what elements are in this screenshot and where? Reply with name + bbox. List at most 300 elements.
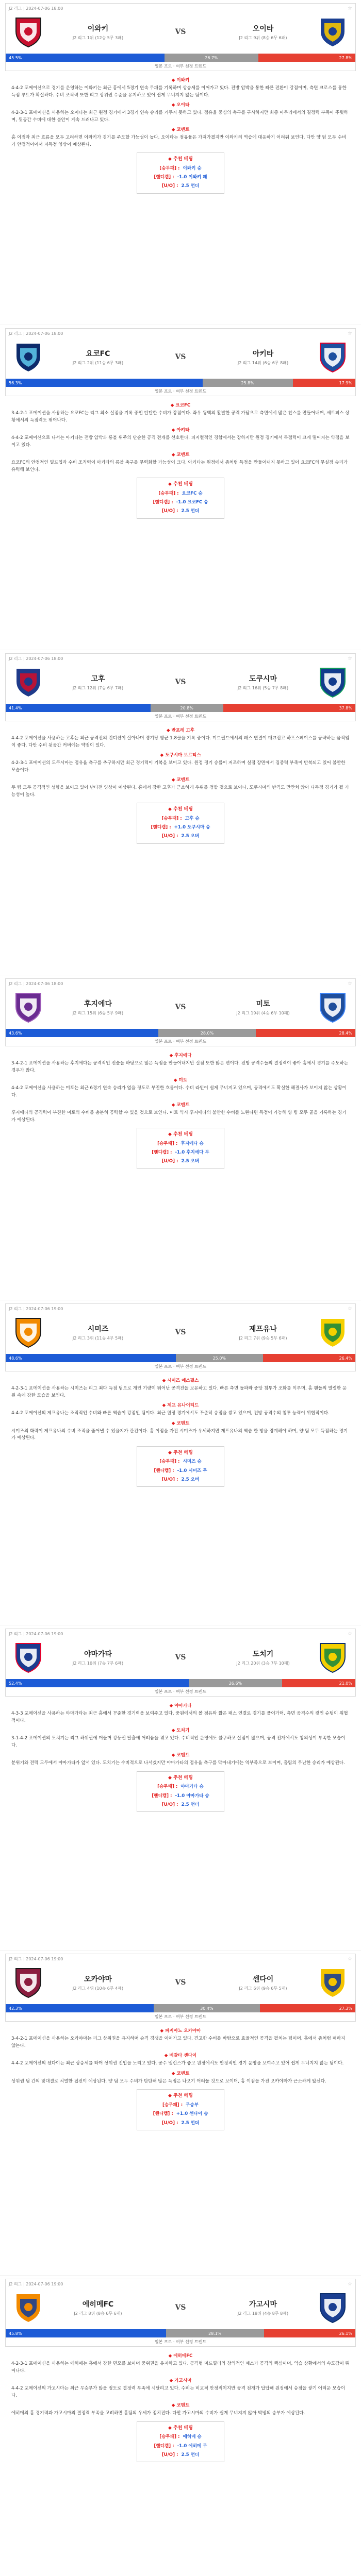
away-analysis-heading: ◆ 아키타 bbox=[171, 427, 190, 433]
teams-row bbox=[6, 2287, 355, 2329]
pick-wdl-label: [승무패] : bbox=[159, 1459, 180, 1465]
favorite-star-icon[interactable]: ☆ bbox=[348, 331, 352, 336]
home-analysis-text: 4-3-3 포메이션을 사용하는 야마가타는 최근 홈에서 꾸준한 경기력을 보여주고 있다. 중원에서의 볼 점유와 짧은 패스 연결로 경기를 풀어가며, 측면 공격수의 컷인 슈팅이 위협적이다. bbox=[11, 1711, 348, 1723]
comment-text: 후지에다의 공격력이 부진한 미토의 수비를 충분히 공략할 수 있을 것으로 보인다. 미토 역시 후지에다의 불안한 수비를 노린다면 득점이 가능해 양 팀 모두 골을 기록하는 경기가 예상된다. bbox=[11, 1110, 347, 1123]
comment-heading: ◆ 코멘트 bbox=[171, 2071, 190, 2076]
comment-heading: ◆ 코멘트 bbox=[171, 1102, 190, 1108]
away-team-text bbox=[214, 1974, 312, 1991]
match-card bbox=[0, 325, 361, 650]
pick-wdl-label: [승무패] : bbox=[157, 1141, 178, 1146]
away-analysis-text: 3-1-4-2 포메이션의 도치기는 리그 하위권에 머물며 강등권 탈출에 어려움을 겪고 있다. 수비적인 운영에도 불구하고 실점이 많으며, 공격 전개에서도 창의성이 부족한 모습이다. bbox=[11, 1736, 346, 1748]
away-team-name: 도치기 bbox=[252, 1650, 274, 1658]
pick-wdl bbox=[141, 1784, 220, 1790]
home-team-record: J2 리그 15위 (6승 5무 9패) bbox=[72, 1011, 124, 1015]
match-league-time: J2 리그 | 2024-07-06 18:00 bbox=[9, 656, 63, 661]
match-meta bbox=[6, 1304, 355, 1312]
home-analysis-heading: ◆ 에히메FC bbox=[168, 2353, 193, 2359]
draw-segment bbox=[151, 704, 223, 712]
home-team-name: 야마가타 bbox=[84, 1650, 112, 1658]
pick-wdl bbox=[141, 1459, 220, 1465]
home-win-segment bbox=[6, 379, 203, 387]
recommended-pick-box bbox=[137, 1771, 224, 1812]
home-team[interactable] bbox=[13, 1965, 152, 1999]
match-card bbox=[0, 650, 361, 975]
pick-heading: ◆ 추천 베팅 bbox=[168, 2093, 193, 2099]
home-win-segment-label: 42.3% bbox=[9, 2006, 22, 2011]
recommended-pick-box bbox=[137, 1446, 224, 1487]
away-analysis-text: 4-4-2 포메이션의 제프유나는 조직적인 수비와 빠른 역습이 강점인 팀이다. 최근 원정 경기에서도 꾸준히 승점을 쌓고 있으며, 전방 공격수의 침투 능력이 위협적이다. bbox=[11, 1411, 330, 1416]
teams-row bbox=[6, 1637, 355, 1679]
home-analysis-text: 4-2-3-1 포메이션을 사용하는 시미즈는 리그 최다 득점 팀으로 개인 기량이 뛰어난 공격진을 보유하고 있다. 빠른 측면 돌파와 중앙 침투가 조화를 이루며, 홈 팬들의 열렬한 응원 속에 강한 모습을 보인다. bbox=[11, 1386, 347, 1398]
away-team-record: J2 리그 7위 (9승 5무 6패) bbox=[239, 1336, 287, 1341]
pick-handicap bbox=[141, 1468, 220, 1475]
teams-row bbox=[6, 1312, 355, 1354]
home-analysis-heading: ◆ 반포레 고후 bbox=[166, 728, 195, 733]
pick-handicap bbox=[141, 1793, 220, 1800]
home-win-segment-label: 56.3% bbox=[9, 380, 22, 385]
prediction-bar bbox=[6, 704, 355, 712]
home-win-segment-label: 45.5% bbox=[9, 55, 22, 60]
pick-handicap-value: -1.0 이와키 패 bbox=[177, 175, 207, 180]
jef-united-crest-icon bbox=[317, 1315, 348, 1349]
akita-crest-icon bbox=[317, 340, 348, 374]
home-win-segment-label: 41.4% bbox=[9, 705, 22, 710]
away-team-name: 오이타 bbox=[252, 25, 274, 33]
vs-label: VS bbox=[175, 353, 186, 361]
home-team-text bbox=[49, 2299, 147, 2316]
pick-wdl-value: 야마가타 승 bbox=[180, 1784, 204, 1790]
match-meta bbox=[6, 979, 355, 987]
pick-heading: ◆ 추천 베팅 bbox=[168, 481, 193, 487]
favorite-star-icon[interactable]: ☆ bbox=[348, 6, 352, 11]
comment-heading: ◆ 코멘트 bbox=[171, 2402, 190, 2408]
away-analysis-heading: ◆ 베갈타 센다이 bbox=[164, 2053, 197, 2058]
match-header-card bbox=[5, 3, 356, 71]
home-team-record: J2 리그 12위 (7승 6무 7패) bbox=[72, 686, 124, 690]
pick-wdl-value: 에히메 승 bbox=[183, 2434, 202, 2440]
away-win-segment bbox=[293, 379, 355, 387]
match-card bbox=[0, 975, 361, 1300]
prediction-caption bbox=[6, 1037, 355, 1046]
pick-over-under-label: [U/O] : bbox=[161, 1802, 178, 1808]
home-analysis-heading: ◆ 이와키 bbox=[171, 78, 190, 83]
away-win-segment-label: 28.4% bbox=[339, 1030, 352, 1036]
home-win-segment-label: 52.4% bbox=[9, 1681, 22, 1686]
pick-handicap bbox=[141, 2443, 220, 2450]
pick-heading: ◆ 추천 베팅 bbox=[168, 1775, 193, 1781]
pick-handicap-label: [핸디캡] : bbox=[152, 1793, 172, 1799]
away-analysis-heading: ◆ 가고시마 bbox=[169, 2378, 192, 2383]
home-team-name: 후지에다 bbox=[84, 1000, 112, 1008]
home-team-record: J2 리그 1위 (12승 5무 3패) bbox=[72, 36, 124, 40]
shimizu-crest-icon bbox=[13, 1315, 44, 1349]
pick-wdl bbox=[141, 2434, 220, 2441]
recommended-pick-box bbox=[137, 2421, 224, 2463]
favorite-star-icon[interactable]: ☆ bbox=[348, 1956, 352, 1962]
prediction-caption bbox=[6, 387, 355, 396]
teams-row bbox=[6, 336, 355, 379]
draw-segment-label: 26.7% bbox=[205, 55, 218, 60]
home-win-segment bbox=[6, 2004, 154, 2012]
home-team-record: J2 리그 3위 (11승 4무 5패) bbox=[72, 1336, 124, 1341]
prediction-caption-text: 일본 프로 · 여부 선정 트렌드 bbox=[154, 2340, 207, 2344]
pick-over-under bbox=[141, 1477, 220, 1483]
tochigi-crest-icon bbox=[317, 1640, 348, 1674]
pick-over-under-label: [U/O] : bbox=[161, 834, 178, 839]
recommended-pick-box bbox=[137, 803, 224, 844]
pick-wdl bbox=[141, 490, 220, 497]
sendai-crest-icon bbox=[317, 1965, 348, 1999]
comment-text: 시미즈의 화력이 제프유나의 수비 조직을 뚫어낼 수 있을지가 관건이다. 홈 이점을 가진 시미즈가 우세하지만 제프유나의 역습 한 방을 경계해야 하며, 양 팀 모두 득점하는 경기가 예상된다. bbox=[11, 1428, 348, 1441]
match-card bbox=[0, 1951, 361, 2276]
match-header-card bbox=[5, 1303, 356, 1371]
comment-text: 상위권 팀 간의 맞대결로 치열한 접전이 예상된다. 양 팀 모두 수비가 탄탄해 많은 득점은 나오기 어려울 것으로 보이며, 홈 이점을 가진 오카야마가 근소하게 앞선다. bbox=[11, 2078, 326, 2084]
away-team-name: 도쿠시마 bbox=[249, 675, 277, 683]
pick-wdl-value: 시미즈 승 bbox=[183, 1459, 202, 1465]
match-analysis bbox=[5, 721, 356, 844]
pick-wdl-label: [승무패] : bbox=[157, 1784, 178, 1790]
pick-over-under-value: 2.5 언더 bbox=[181, 2452, 200, 2458]
home-team[interactable] bbox=[13, 1315, 152, 1349]
away-analysis-heading: ◆ 미토 bbox=[173, 1077, 188, 1083]
away-team-text bbox=[214, 348, 312, 366]
pick-wdl bbox=[141, 1141, 220, 1147]
match-league-time: J2 리그 | 2024-07-06 18:00 bbox=[9, 6, 63, 11]
pick-handicap-value: -1.0 야마가타 승 bbox=[175, 1793, 209, 1799]
away-team[interactable] bbox=[209, 2291, 348, 2325]
away-team-name: 아키타 bbox=[252, 350, 274, 358]
match-analysis bbox=[5, 2347, 356, 2462]
away-team[interactable] bbox=[209, 665, 348, 699]
pick-over-under bbox=[141, 2120, 220, 2127]
pick-over-under bbox=[141, 1158, 220, 1165]
away-analysis-text: 4-4-2 포메이션의 센다이는 최근 상승세를 타며 상위권 진입을 노리고 있다. 공수 밸런스가 좋고 원정에서도 안정적인 경기 운영을 보여주고 있어 쉽게 무너지지 않는 팀이다. bbox=[11, 2061, 344, 2066]
home-team[interactable] bbox=[13, 990, 152, 1024]
prediction-caption-text: 일본 프로 · 여부 선정 트렌드 bbox=[154, 1364, 207, 1369]
pick-over-under-value: 2.5 언더 bbox=[181, 2120, 200, 2126]
away-team[interactable] bbox=[209, 340, 348, 374]
away-analysis-heading: ◆ 오이타 bbox=[171, 102, 190, 108]
pick-handicap-value: -1.0 시미즈 무 bbox=[177, 1468, 207, 1473]
away-analysis-heading: ◆ 도쿠시마 보르티스 bbox=[160, 752, 201, 758]
pick-over-under-label: [U/O] : bbox=[161, 183, 178, 189]
prediction-caption-text: 일본 프로 · 여부 선정 트렌드 bbox=[154, 714, 207, 719]
pick-wdl-label: [승무패] : bbox=[161, 816, 182, 821]
home-win-segment bbox=[6, 1354, 176, 1362]
away-win-segment-label: 27.8% bbox=[339, 55, 352, 60]
match-header-card bbox=[5, 1629, 356, 1697]
pick-wdl-value: 후지에다 승 bbox=[180, 1141, 204, 1146]
away-team-name: 센다이 bbox=[252, 1975, 274, 1984]
prediction-caption bbox=[6, 1362, 355, 1371]
match-analysis bbox=[5, 71, 356, 194]
pick-over-under-label: [U/O] : bbox=[161, 2120, 178, 2126]
teams-row bbox=[6, 662, 355, 704]
away-team-record: J2 리그 9위 (8승 6무 6패) bbox=[239, 36, 287, 40]
away-win-segment-label: 27.3% bbox=[339, 2006, 352, 2011]
home-win-segment-label: 48.6% bbox=[9, 1355, 22, 1361]
prediction-caption bbox=[6, 62, 355, 71]
home-team[interactable] bbox=[13, 340, 152, 374]
pick-heading: ◆ 추천 베팅 bbox=[168, 2425, 193, 2431]
vs-label: VS bbox=[175, 1328, 186, 1336]
home-team[interactable] bbox=[13, 665, 152, 699]
match-league-time: J2 리그 | 2024-07-06 19:00 bbox=[9, 1957, 63, 1961]
kofu-crest-icon bbox=[13, 665, 44, 699]
draw-segment-label: 28.1% bbox=[208, 2331, 222, 2336]
match-card bbox=[0, 1300, 361, 1625]
draw-segment-label: 28.0% bbox=[200, 1030, 214, 1036]
teams-row bbox=[6, 11, 355, 54]
draw-segment bbox=[154, 2004, 260, 2012]
comment-text: 홈 이점과 최근 흐름을 모두 고려하면 이와키가 경기를 주도할 가능성이 높다. 오이타는 점유율은 가져가겠지만 이와키의 역습에 대응하기 어려워 보인다. 다만 양 팀 모두 수비가 안정적이어서 저득점 양상이 예상된다. bbox=[11, 135, 347, 147]
oita-crest-icon bbox=[317, 15, 348, 49]
draw-segment bbox=[203, 379, 293, 387]
pick-wdl bbox=[141, 2102, 220, 2109]
away-win-segment-label: 26.4% bbox=[339, 1355, 352, 1361]
pick-wdl-label: [승무패] : bbox=[162, 2103, 183, 2108]
match-meta bbox=[6, 654, 355, 662]
comment-text: 에히메의 홈 경기력과 가고시마의 결정력 부족을 고려하면 홈팀의 우세가 점쳐진다. 다만 가고시마의 수비가 쉽게 무너지지 않아 박빙의 승부가 예상된다. bbox=[11, 2411, 305, 2416]
pick-over-under-label: [U/O] : bbox=[161, 509, 178, 514]
match-header-card bbox=[5, 2279, 356, 2347]
home-win-segment bbox=[6, 1679, 189, 1687]
pick-wdl-label: [승무패] : bbox=[159, 165, 180, 171]
away-win-segment bbox=[256, 1029, 355, 1037]
comment-heading: ◆ 코멘트 bbox=[171, 1752, 190, 1758]
match-league-time: J2 리그 | 2024-07-06 18:00 bbox=[9, 331, 63, 336]
home-team-text bbox=[49, 1324, 147, 1341]
pick-over-under bbox=[141, 1802, 220, 1808]
away-analysis-heading: ◆ 제프 유나이티드 bbox=[162, 1402, 199, 1408]
fujieda-crest-icon bbox=[13, 990, 44, 1024]
home-team-text bbox=[49, 1649, 147, 1666]
match-league-time: J2 리그 | 2024-07-06 19:00 bbox=[9, 2282, 63, 2286]
match-analysis bbox=[5, 1697, 356, 1812]
match-card bbox=[0, 1625, 361, 1951]
home-win-segment-label: 45.8% bbox=[9, 2331, 22, 2336]
pick-wdl bbox=[141, 816, 220, 822]
match-meta bbox=[6, 1954, 355, 1962]
away-team-record: J2 리그 16위 (5승 7무 8패) bbox=[237, 686, 289, 690]
match-league-time: J2 리그 | 2024-07-06 18:00 bbox=[9, 981, 63, 986]
away-team-text bbox=[214, 23, 312, 41]
prediction-bar bbox=[6, 1029, 355, 1037]
away-team-record: J2 리그 20위 (3승 7무 10패) bbox=[236, 1661, 290, 1666]
away-win-segment-label: 26.1% bbox=[339, 2331, 352, 2336]
yokohama-fc-crest-icon bbox=[13, 340, 44, 374]
away-team-name: 제프유나 bbox=[249, 1325, 277, 1333]
home-team-text bbox=[49, 673, 147, 691]
home-team[interactable] bbox=[13, 1640, 152, 1674]
comment-text: 두 팀 모두 공격적인 성향을 보이고 있어 난타전 양상이 예상된다. 홈에서 강한 고후가 근소하게 우위를 점할 것으로 보이나, 도쿠시마의 반격도 만만치 않아 다득점 경기가 될 가능성이 높다. bbox=[11, 785, 349, 798]
match-header-card bbox=[5, 1954, 356, 2022]
mito-crest-icon bbox=[317, 990, 348, 1024]
pick-handicap-value: -1.0 요코FC 승 bbox=[176, 500, 208, 505]
pick-wdl-value: 요코FC 승 bbox=[182, 490, 203, 496]
home-analysis-text: 3-4-2-1 포메이션을 사용하는 요코FC는 리그 최소 실점을 기록 중인 탄탄한 수비가 강점이다. 좌우 윙백의 활발한 공격 가담으로 측면에서 많은 찬스를 만들어내며, 세트피스 상황에서의 득점력도 뛰어나다. bbox=[11, 411, 350, 423]
pick-handicap-label: [핸디캡] : bbox=[152, 1150, 172, 1156]
pick-handicap-value: +1.0 센다이 승 bbox=[176, 2111, 208, 2117]
away-team-record: J2 리그 14위 (6승 6무 8패) bbox=[237, 361, 289, 365]
match-league-time: J2 리그 | 2024-07-06 19:00 bbox=[9, 1632, 63, 1636]
recommended-pick-box bbox=[137, 478, 224, 519]
home-win-segment bbox=[6, 2329, 166, 2337]
favorite-star-icon[interactable]: ☆ bbox=[348, 656, 352, 662]
pick-handicap bbox=[141, 824, 220, 831]
draw-segment bbox=[176, 1354, 264, 1362]
away-win-segment bbox=[223, 704, 355, 712]
home-team-name: 이와키 bbox=[87, 25, 109, 33]
pick-wdl-value: 무승부 bbox=[186, 2103, 199, 2108]
tokushima-crest-icon bbox=[317, 665, 348, 699]
prediction-caption bbox=[6, 1687, 355, 1696]
match-meta bbox=[6, 2279, 355, 2287]
away-win-segment bbox=[263, 1354, 355, 1362]
pick-over-under bbox=[141, 508, 220, 515]
home-team-text bbox=[49, 348, 147, 366]
pick-handicap bbox=[141, 2111, 220, 2117]
home-analysis-text: 4-4-2 포메이션을 사용하는 고후는 최근 공격진의 컨디션이 살아나며 경기당 평균 1.8골을 기록 중이다. 미드필드에서의 패스 연결이 매끄럽고 하프스페이스를 공략하는 움직임이 좋다. 다만 수비 뒷공간 커버에는 약점이 있다. bbox=[11, 736, 350, 748]
draw-segment-label: 25.8% bbox=[241, 380, 254, 385]
home-team[interactable] bbox=[13, 15, 152, 49]
match-card bbox=[0, 0, 361, 325]
away-win-segment-label: 17.9% bbox=[339, 380, 352, 385]
comment-heading: ◆ 코멘트 bbox=[171, 127, 190, 132]
prediction-bar bbox=[6, 1679, 355, 1687]
pick-heading: ◆ 추천 베팅 bbox=[168, 1131, 193, 1137]
match-analysis bbox=[5, 1371, 356, 1487]
away-analysis-text: 4-4-2 포메이션의 가고시마는 최근 무승부가 많을 정도로 결정력 부족에 시달리고 있다. 수비는 비교적 안정적이지만 공격 전개가 답답해 원정에서 승점을 쌓기 어려운 모습이다. bbox=[11, 2386, 346, 2398]
favorite-star-icon[interactable]: ☆ bbox=[348, 1631, 352, 1637]
away-team[interactable] bbox=[209, 1640, 348, 1674]
away-team-text bbox=[214, 673, 312, 691]
away-team-name: 미토 bbox=[256, 1000, 270, 1008]
home-team-record: J2 리그 8위 (8승 6무 6패) bbox=[74, 2311, 122, 2316]
pick-over-under-label: [U/O] : bbox=[161, 1159, 178, 1164]
pick-heading: ◆ 추천 베팅 bbox=[168, 1450, 193, 1455]
prediction-caption bbox=[6, 2337, 355, 2346]
prediction-bar bbox=[6, 2004, 355, 2012]
away-team[interactable] bbox=[209, 990, 348, 1024]
pick-wdl-value: 이와키 승 bbox=[183, 165, 202, 171]
prediction-bar bbox=[6, 1354, 355, 1362]
prediction-caption-text: 일본 프로 · 여부 선정 트렌드 bbox=[154, 2014, 207, 2019]
home-team-name: 요코FC bbox=[86, 350, 110, 358]
pick-over-under bbox=[141, 2452, 220, 2459]
pick-wdl-label: [승무패] : bbox=[158, 490, 179, 496]
match-meta bbox=[6, 329, 355, 336]
away-win-segment-label: 21.0% bbox=[339, 1681, 352, 1686]
away-team-record: J2 리그 18위 (4승 8무 8패) bbox=[237, 2311, 289, 2316]
home-team-record: J2 리그 2위 (11승 6무 3패) bbox=[72, 361, 124, 365]
home-team-name: 고후 bbox=[91, 675, 105, 683]
home-team-record: J2 리그 4위 (10승 6무 4패) bbox=[72, 1986, 124, 1991]
teams-row bbox=[6, 987, 355, 1029]
favorite-star-icon[interactable]: ☆ bbox=[348, 1306, 352, 1312]
home-team[interactable] bbox=[13, 2291, 152, 2325]
home-team-text bbox=[49, 23, 147, 41]
vs-label: VS bbox=[175, 678, 186, 686]
away-team-text bbox=[214, 1324, 312, 1341]
draw-segment bbox=[165, 54, 258, 62]
prediction-bar bbox=[6, 54, 355, 62]
away-team[interactable] bbox=[209, 1315, 348, 1349]
home-team-name: 오카야마 bbox=[84, 1975, 112, 1984]
comment-text: 분위기와 전력 모두에서 야마가타가 앞서 있다. 도치기는 수비적으로 나서겠지만 야마가타의 점유율 축구를 막아내기에는 역부족으로 보이며, 홈팀의 무난한 승리가 예상된다. bbox=[11, 1760, 345, 1766]
home-analysis-heading: ◆ 파지아노 오카야마 bbox=[160, 2028, 201, 2033]
away-analysis-text: 4-2-3-1 포메이션을 사용하는 오이타는 최근 원정 경기에서 3경기 연속 승리를 거두지 못하고 있다. 점유율 중심의 축구를 구사하지만 최종 마무리에서의 결정력 부족이 뚜렷하며, 뒷공간 수비에 대한 불안이 계속 드러나고 있다. bbox=[11, 110, 348, 123]
pick-over-under-value: 2.5 오버 bbox=[181, 834, 200, 839]
draw-segment-label: 25.0% bbox=[212, 1355, 226, 1361]
favorite-star-icon[interactable]: ☆ bbox=[348, 2281, 352, 2287]
match-analysis bbox=[5, 396, 356, 519]
pick-over-under-value: 2.5 오버 bbox=[181, 1477, 200, 1483]
pick-handicap-label: [핸디캡] : bbox=[153, 500, 173, 505]
away-team[interactable] bbox=[209, 15, 348, 49]
home-analysis-text: 4-4-2 포메이션으로 경기를 운영하는 이와키는 최근 홈에서 5경기 연속 무패를 기록하며 상승세를 이어가고 있다. 전방 압박을 통한 빠른 전환이 강점이며, 측면 크로스를 통한 득점 루트가 확실하다. 수비 조직력 또한 리그 상위권 수준을 유지하고 있어 쉽게 무너지지 않는 팀이다. bbox=[11, 86, 347, 98]
yamagata-crest-icon bbox=[13, 1640, 44, 1674]
pick-over-under bbox=[141, 833, 220, 840]
away-analysis-heading: ◆ 도치기 bbox=[171, 1727, 190, 1733]
match-meta bbox=[6, 1629, 355, 1637]
pick-over-under-value: 2.5 언더 bbox=[181, 509, 200, 514]
home-analysis-heading: ◆ 야마가타 bbox=[169, 1703, 192, 1708]
away-win-segment bbox=[264, 2329, 355, 2337]
match-header-card bbox=[5, 653, 356, 721]
draw-segment-label: 26.6% bbox=[228, 1681, 242, 1686]
vs-label: VS bbox=[175, 1003, 186, 1011]
home-win-segment bbox=[6, 704, 151, 712]
prediction-caption bbox=[6, 712, 355, 721]
away-team-text bbox=[214, 1649, 312, 1666]
match-analysis bbox=[5, 2022, 356, 2130]
away-win-segment-label: 37.8% bbox=[339, 705, 352, 710]
comment-heading: ◆ 코멘트 bbox=[171, 452, 190, 457]
away-analysis-text: 4-4-2 포메이션을 사용하는 미토는 최근 6경기 연속 승리가 없을 정도로 부진한 흐름이다. 수비 라인이 쉽게 무너지고 있으며, 공격에서도 확실한 해결사가 보이지 않는 상황이다. bbox=[11, 1086, 347, 1098]
away-team-text bbox=[214, 2299, 312, 2316]
pick-handicap-label: [핸디캡] : bbox=[154, 1468, 174, 1473]
match-league-time: J2 리그 | 2024-07-06 19:00 bbox=[9, 1307, 63, 1311]
match-header-card bbox=[5, 328, 356, 396]
home-analysis-heading: ◆ 요코FC bbox=[170, 403, 191, 408]
prediction-bar bbox=[6, 2329, 355, 2337]
pick-wdl bbox=[141, 165, 220, 172]
teams-row bbox=[6, 1962, 355, 2004]
pick-handicap-label: [핸디캡] : bbox=[154, 2443, 174, 2449]
draw-segment bbox=[189, 1679, 282, 1687]
prediction-caption-text: 일본 프로 · 여부 선정 트렌드 bbox=[154, 1039, 207, 1044]
prediction-caption bbox=[6, 2012, 355, 2021]
pick-handicap-label: [핸디캡] : bbox=[154, 175, 174, 180]
pick-over-under-label: [U/O] : bbox=[161, 1477, 178, 1483]
favorite-star-icon[interactable]: ☆ bbox=[348, 981, 352, 987]
home-win-segment bbox=[6, 54, 165, 62]
draw-segment-label: 30.4% bbox=[200, 2006, 214, 2011]
ehime-crest-icon bbox=[13, 2291, 44, 2325]
pick-over-under-value: 2.5 언더 bbox=[181, 1802, 200, 1808]
pick-over-under-value: 2.5 오버 bbox=[181, 1159, 200, 1164]
match-analysis bbox=[5, 1046, 356, 1169]
away-team[interactable] bbox=[209, 1965, 348, 1999]
vs-label: VS bbox=[175, 28, 186, 36]
home-win-segment bbox=[6, 1029, 158, 1037]
comment-heading: ◆ 코멘트 bbox=[171, 777, 190, 783]
pick-handicap-value: +1.0 도쿠시마 승 bbox=[174, 825, 210, 831]
away-team-record: J2 리그 6위 (9승 6무 5패) bbox=[239, 1986, 287, 1991]
match-card bbox=[0, 2276, 361, 2576]
home-analysis-text: 3-4-2-1 포메이션을 사용하는 오카야마는 리그 상위권을 유지하며 승격 경쟁을 이어가고 있다. 견고한 수비를 바탕으로 효율적인 공격을 펼치는 팀이며, 홈에서 좀처럼 패하지 않는다. bbox=[11, 2036, 346, 2048]
